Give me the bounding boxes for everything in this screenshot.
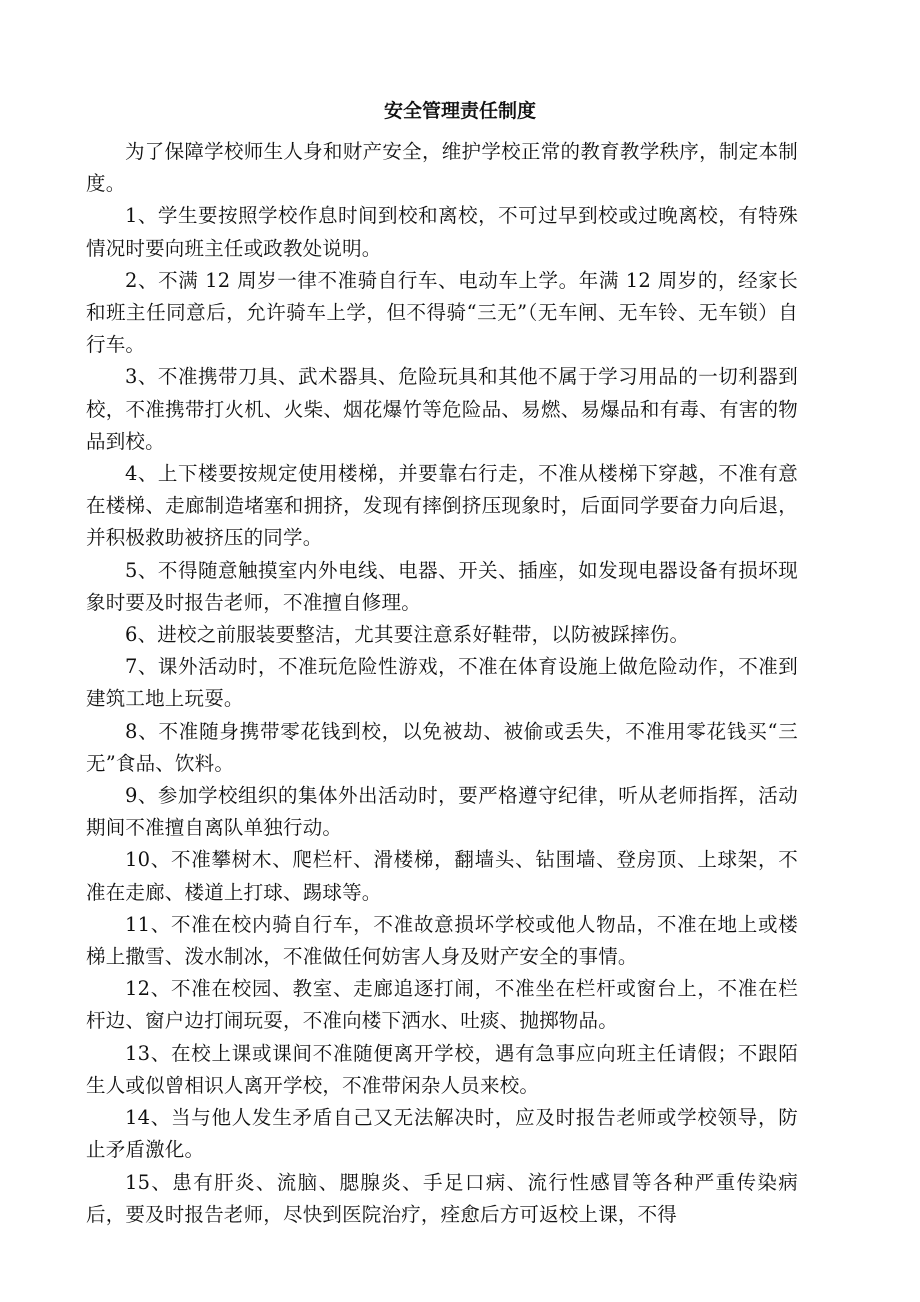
intro-paragraph: 为了保障学校师生人身和财产安全，维护学校正常的教育教学秩序，制定本制度。 — [86, 140, 798, 196]
rule-paragraph-6: 6、进校之前服装要整洁，尤其要注意系好鞋带，以防被踩摔伤。 — [125, 623, 690, 647]
rule-paragraph-3: 3、不准携带刀具、武术器具、危险玩具和其他不属于学习用品的一切利器到校，不准携带打火机、火柴、烟花爆竹等危险品、易燃、易爆品和有毒、有害的物品到校。 — [86, 365, 798, 453]
rule-paragraph-8: 8、不准随身携带零花钱到校，以免被劫、被偷或丢失，不准用零花钱买“三无”食品、饮料。 — [86, 719, 798, 775]
rule-paragraph-14: 14、当与他人发生矛盾自己又无法解决时，应及时报告老师或学校领导，防止矛盾激化。 — [86, 1106, 798, 1162]
rule-paragraph-13: 13、在校上课或课间不准随便离开学校，遇有急事应向班主任请假；不跟陌生人或似曾相识人离开学校，不准带闲杂人员来校。 — [86, 1041, 798, 1097]
rule-paragraph-11: 11、不准在校内骑自行车，不准故意损坏学校或他人物品，不准在地上或楼梯上撒雪、泼水制冰，不准做任何妨害人身及财产安全的事情。 — [86, 912, 798, 969]
rule-paragraph-12: 12、不准在校园、教室、走廊追逐打闹，不准坐在栏杆或窗台上，不准在栏杆边、窗户边打闹玩耍，不准向楼下洒水、吐痰、抛掷物品。 — [86, 977, 798, 1033]
rule-paragraph-9: 9、参加学校组织的集体外出活动时，要严格遵守纪律，听从老师指挥，活动期间不准擅自离队单独行动。 — [86, 784, 798, 840]
rule-paragraph-5: 5、不得随意触摸室内外电线、电器、开关、插座，如发现电器设备有损坏现象时要及时报告老师，不准擅自修理。 — [86, 558, 798, 614]
document-body — [86, 136, 798, 1231]
document-title: 安全管理责任制度 — [383, 100, 536, 122]
rule-paragraph-15: 15、患有肝炎、流脑、腮腺炎、手足口病、流行性感冒等各种严重传染病后，要及时报告老师，尽快到医院治疗，痊愈后方可返校上课，不得 — [86, 1170, 798, 1226]
rule-paragraph-2: 2、不满 12 周岁一律不准骑自行车、电动车上学。年满 12 周岁的，经家长和班主任同意后，允许骑车上学，但不得骑“三无”（无车闸、无车铃、无车锁）自行车。 — [86, 268, 798, 357]
rule-paragraph-7: 7、课外活动时，不准玩危险性游戏，不准在体育设施上做危险动作，不准到建筑工地上玩耍。 — [86, 655, 798, 711]
rule-paragraph-4: 4、上下楼要按规定使用楼梯，并要靠右行走，不准从楼梯下穿越，不准有意在楼梯、走廊制造堵塞和拥挤，发现有摔倒挤压现象时，后面同学要奋力向后退，并积极救助被挤压的同学。 — [86, 462, 798, 550]
rule-paragraph-1: 1、学生要按照学校作息时间到校和离校，不可过早到校或过晚离校，有特殊情况时要向班主任或政教处说明。 — [86, 204, 798, 260]
rule-paragraph-10: 10、不准攀树木、爬栏杆、滑楼梯，翻墙头、钻围墙、登房顶、上球架，不准在走廊、楼道上打球、踢球等。 — [86, 848, 798, 904]
